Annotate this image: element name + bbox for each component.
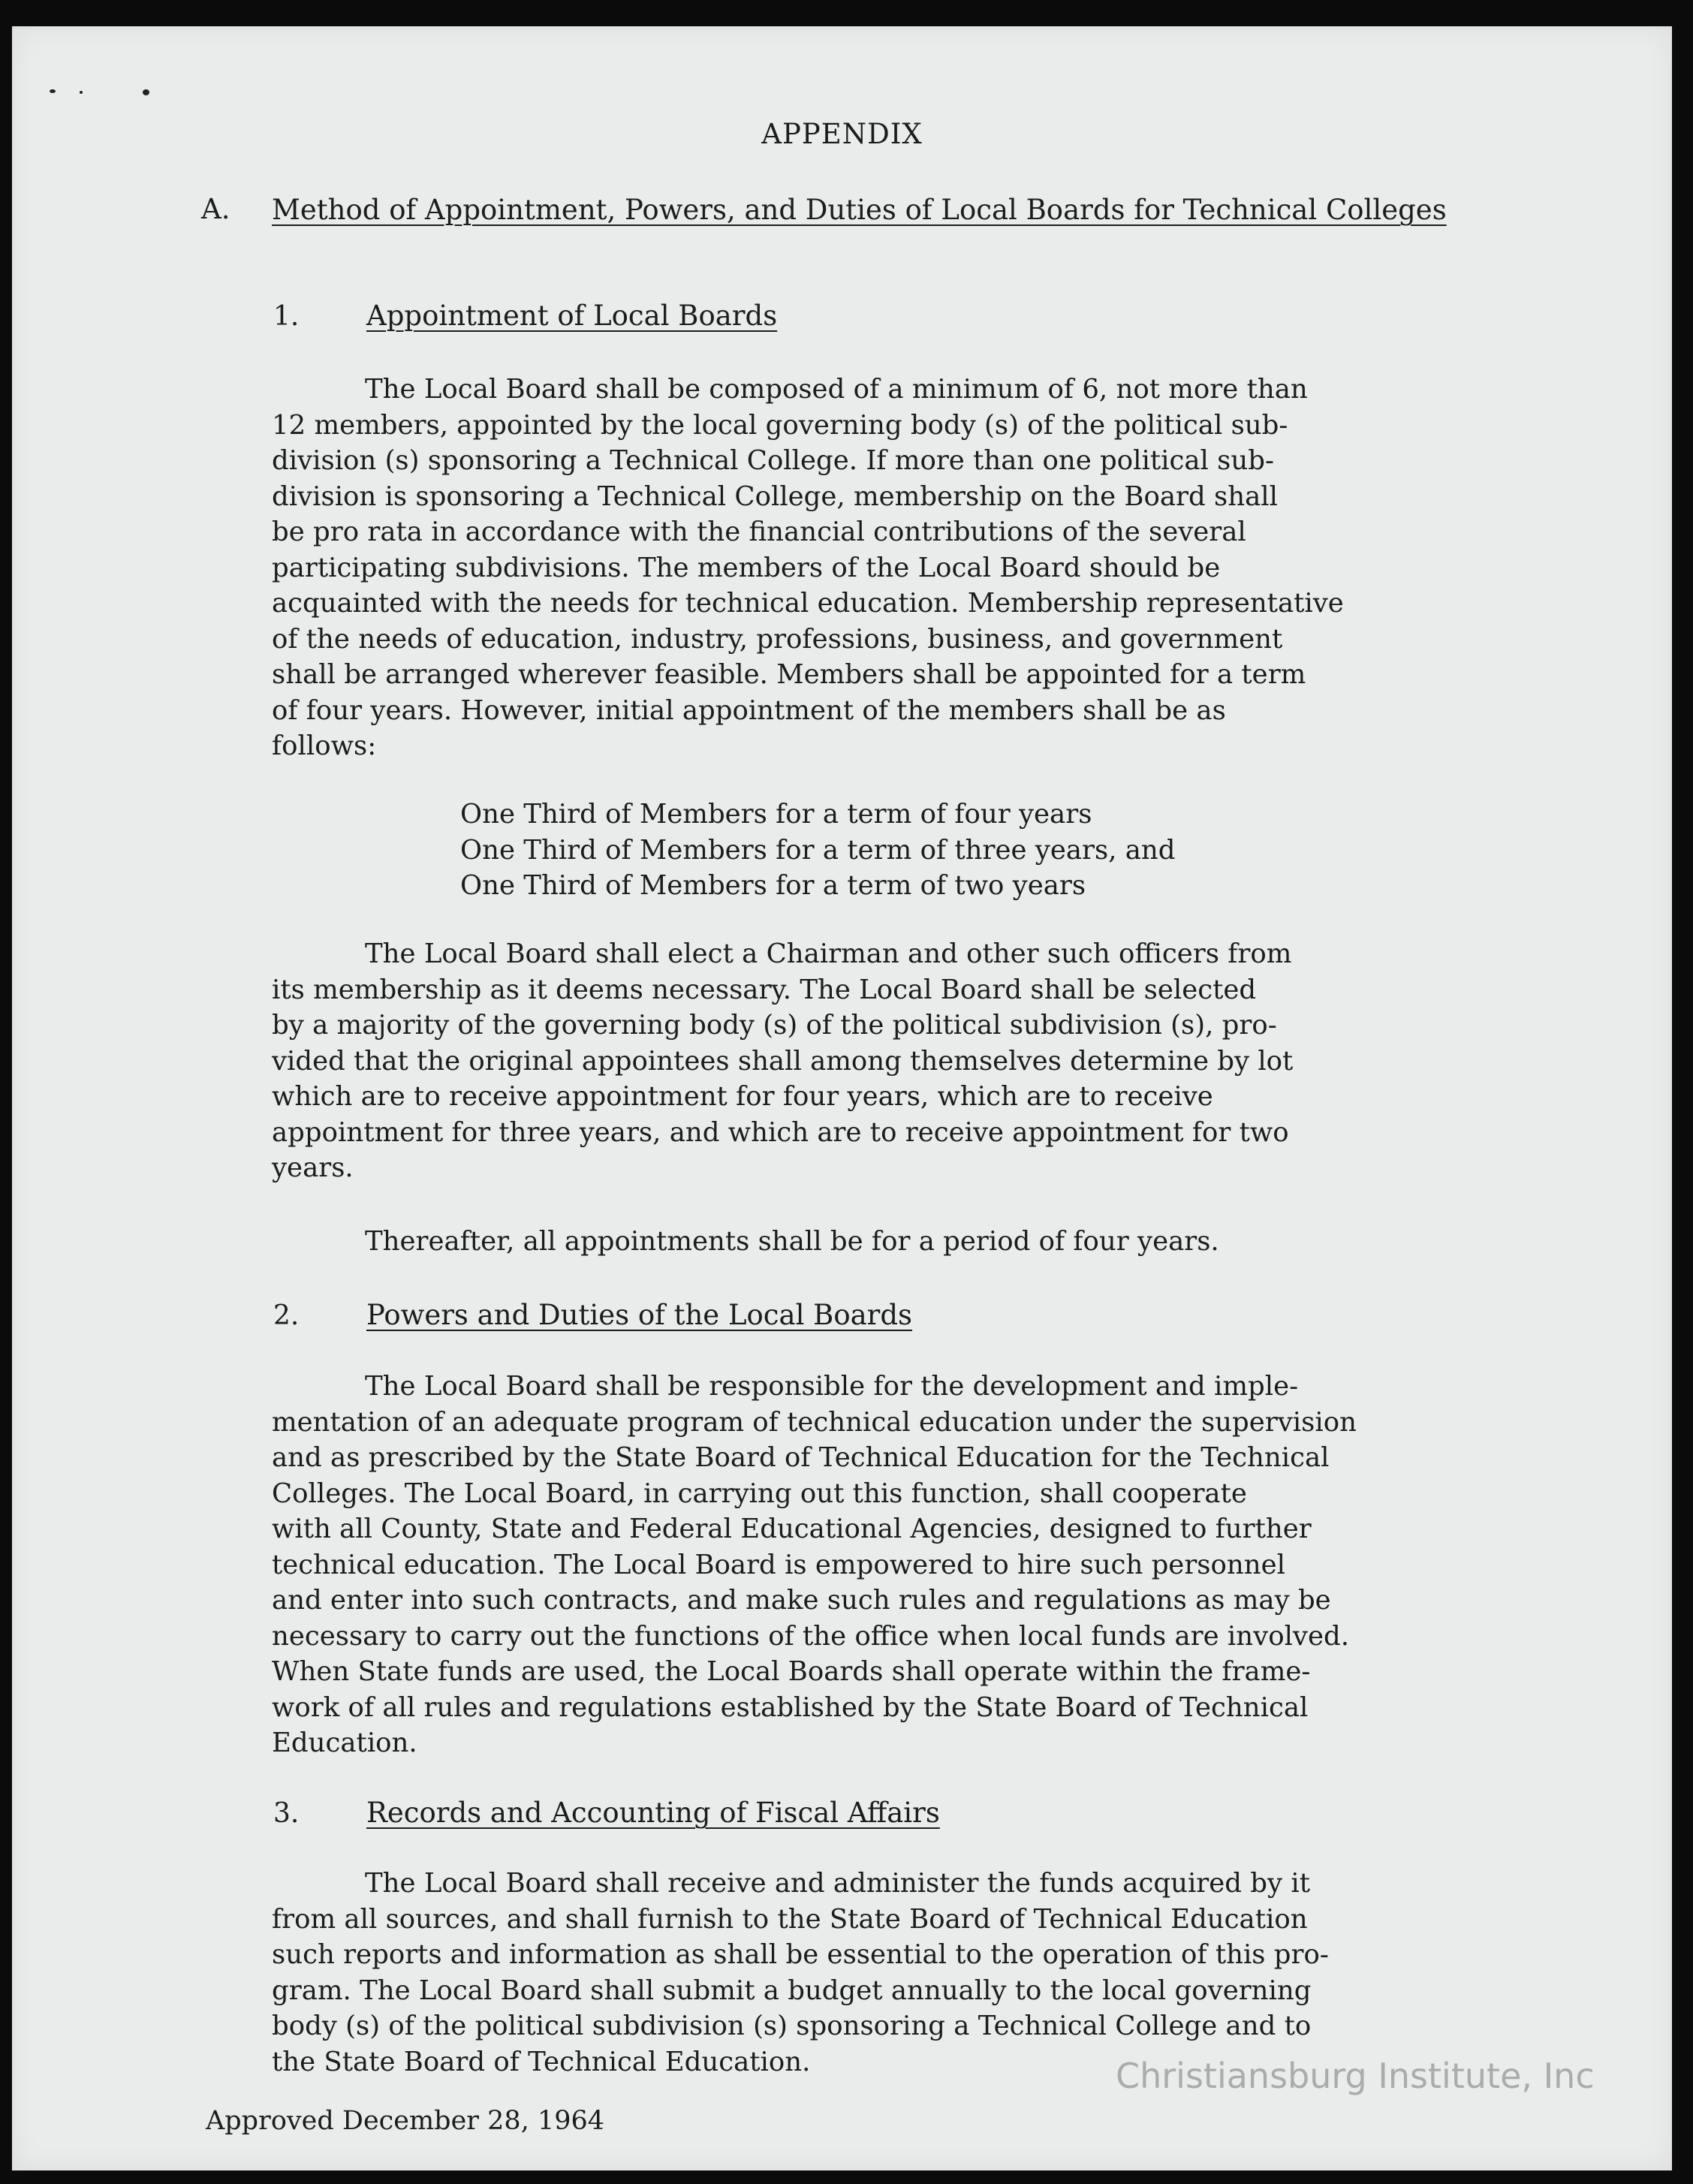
paper-speck bbox=[50, 89, 56, 93]
paragraph-line: of the needs of education, industry, professions, business, and government bbox=[272, 623, 1283, 655]
paragraph-line: such reports and information as shall be essential to the operation of this pro- bbox=[272, 1939, 1329, 1970]
paragraph-line: Education. bbox=[272, 1728, 417, 1758]
paragraph-line: its membership as it deems necessary. The Local Board shall be selected bbox=[272, 974, 1257, 1005]
paragraph-line: The Local Board shall be responsible for the development and imple- bbox=[365, 1371, 1299, 1402]
approval-date: Approved December 28, 1964 bbox=[206, 2106, 605, 2136]
paragraph-line: and enter into such contracts, and make such rules and regulations as may be bbox=[272, 1585, 1331, 1616]
subsection-number: 3. bbox=[273, 1798, 300, 1829]
paragraph-line: When State funds are used, the Local Boards shall operate within the frame- bbox=[272, 1656, 1311, 1687]
paragraph-line: and as prescribed by the State Board of Technical Education for the Technical bbox=[272, 1442, 1330, 1473]
paragraph-line: appointment for three years, and which are to receive appointment for two bbox=[272, 1116, 1289, 1148]
paper-speck bbox=[143, 89, 149, 95]
paragraph-line: division is sponsoring a Technical College, membership on the Board shall bbox=[272, 480, 1278, 512]
subsection-heading: Powers and Duties of the Local Boards bbox=[366, 1299, 913, 1331]
list-item: One Third of Members for a term of two years bbox=[460, 870, 1086, 901]
subsection-heading: Appointment of Local Boards bbox=[366, 300, 778, 332]
paragraph-line: The Local Board shall elect a Chairman and other such officers from bbox=[365, 938, 1292, 969]
paragraph-line: technical education. The Local Board is empowered to hire such personnel bbox=[272, 1549, 1285, 1580]
paragraph-line: gram. The Local Board shall submit a budget annually to the local governing bbox=[272, 1975, 1312, 2006]
paragraph bbox=[272, 372, 1548, 764]
paragraph-line: body (s) of the political subdivision (s) sponsoring a Technical College and to bbox=[272, 2011, 1312, 2041]
paragraph-line: 12 members, appointed by the local governing body (s) of the political sub- bbox=[272, 409, 1288, 441]
section-letter: A. bbox=[201, 193, 230, 225]
paragraph-line: necessary to carry out the functions of the office when local funds are involved. bbox=[272, 1620, 1349, 1652]
paragraph bbox=[272, 1369, 1548, 1761]
document-page bbox=[12, 26, 1672, 2170]
watermark: Christiansburg Institute, Inc bbox=[1116, 2056, 1595, 2096]
paragraph-line: vided that the original appointees shall among themselves determine by lot bbox=[272, 1045, 1294, 1077]
subsection-number: 1. bbox=[273, 301, 300, 332]
page-title: APPENDIX bbox=[761, 118, 923, 150]
paragraph-line: acquainted with the needs for technical education. Membership representative bbox=[272, 588, 1344, 619]
section-heading: Method of Appointment, Powers, and Duties of Local Boards for Technical Colleges bbox=[272, 194, 1447, 226]
paragraph bbox=[272, 1866, 1548, 2080]
paragraph-line: by a majority of the governing body (s) of the political subdivision (s), pro- bbox=[272, 1010, 1277, 1041]
paragraph-line: years. bbox=[272, 1152, 354, 1183]
paragraph-line: participating subdivisions. The members of the Local Board should be bbox=[272, 552, 1221, 583]
list-item: One Third of Members for a term of four years bbox=[460, 799, 1092, 830]
subsection-number: 2. bbox=[273, 1300, 300, 1331]
paper-speck bbox=[80, 91, 83, 94]
paragraph bbox=[272, 936, 1548, 1186]
paragraph-line: be pro rata in accordance with the financial contributions of the several bbox=[272, 517, 1246, 547]
paragraph-line: shall be arranged wherever feasible. Members shall be appointed for a term bbox=[272, 659, 1306, 690]
paragraph-line: The Local Board shall be composed of a minimum of 6, not more than bbox=[365, 374, 1308, 405]
paragraph-line: work of all rules and regulations established by the State Board of Technical bbox=[272, 1691, 1309, 1723]
paragraph bbox=[272, 1224, 1548, 1260]
terms-list bbox=[460, 797, 1436, 904]
paragraph-line: of four years. However, initial appointment of the members shall be as bbox=[272, 694, 1226, 726]
paragraph-line: mentation of an adequate program of technical education under the supervision bbox=[272, 1406, 1357, 1438]
paragraph-line: Colleges. The Local Board, in carrying out this function, shall cooperate bbox=[272, 1478, 1247, 1509]
paragraph-line: with all County, State and Federal Educational Agencies, designed to further bbox=[272, 1514, 1312, 1544]
subsection-heading: Records and Accounting of Fiscal Affairs bbox=[366, 1797, 940, 1829]
paragraph-line: from all sources, and shall furnish to the State Board of Technical Education bbox=[272, 1903, 1308, 1935]
paragraph-line: Thereafter, all appointments shall be for a period of four years. bbox=[365, 1226, 1219, 1257]
paragraph-line: division (s) sponsoring a Technical College. If more than one political sub- bbox=[272, 445, 1274, 476]
paragraph-line: which are to receive appointment for four years, which are to receive bbox=[272, 1081, 1213, 1112]
paragraph-line: The Local Board shall receive and administer the funds acquired by it bbox=[365, 1868, 1310, 1899]
list-item: One Third of Members for a term of three years, and bbox=[460, 834, 1176, 866]
paragraph-line: the State Board of Technical Education. bbox=[272, 2046, 811, 2077]
paragraph-line: follows: bbox=[272, 731, 377, 761]
